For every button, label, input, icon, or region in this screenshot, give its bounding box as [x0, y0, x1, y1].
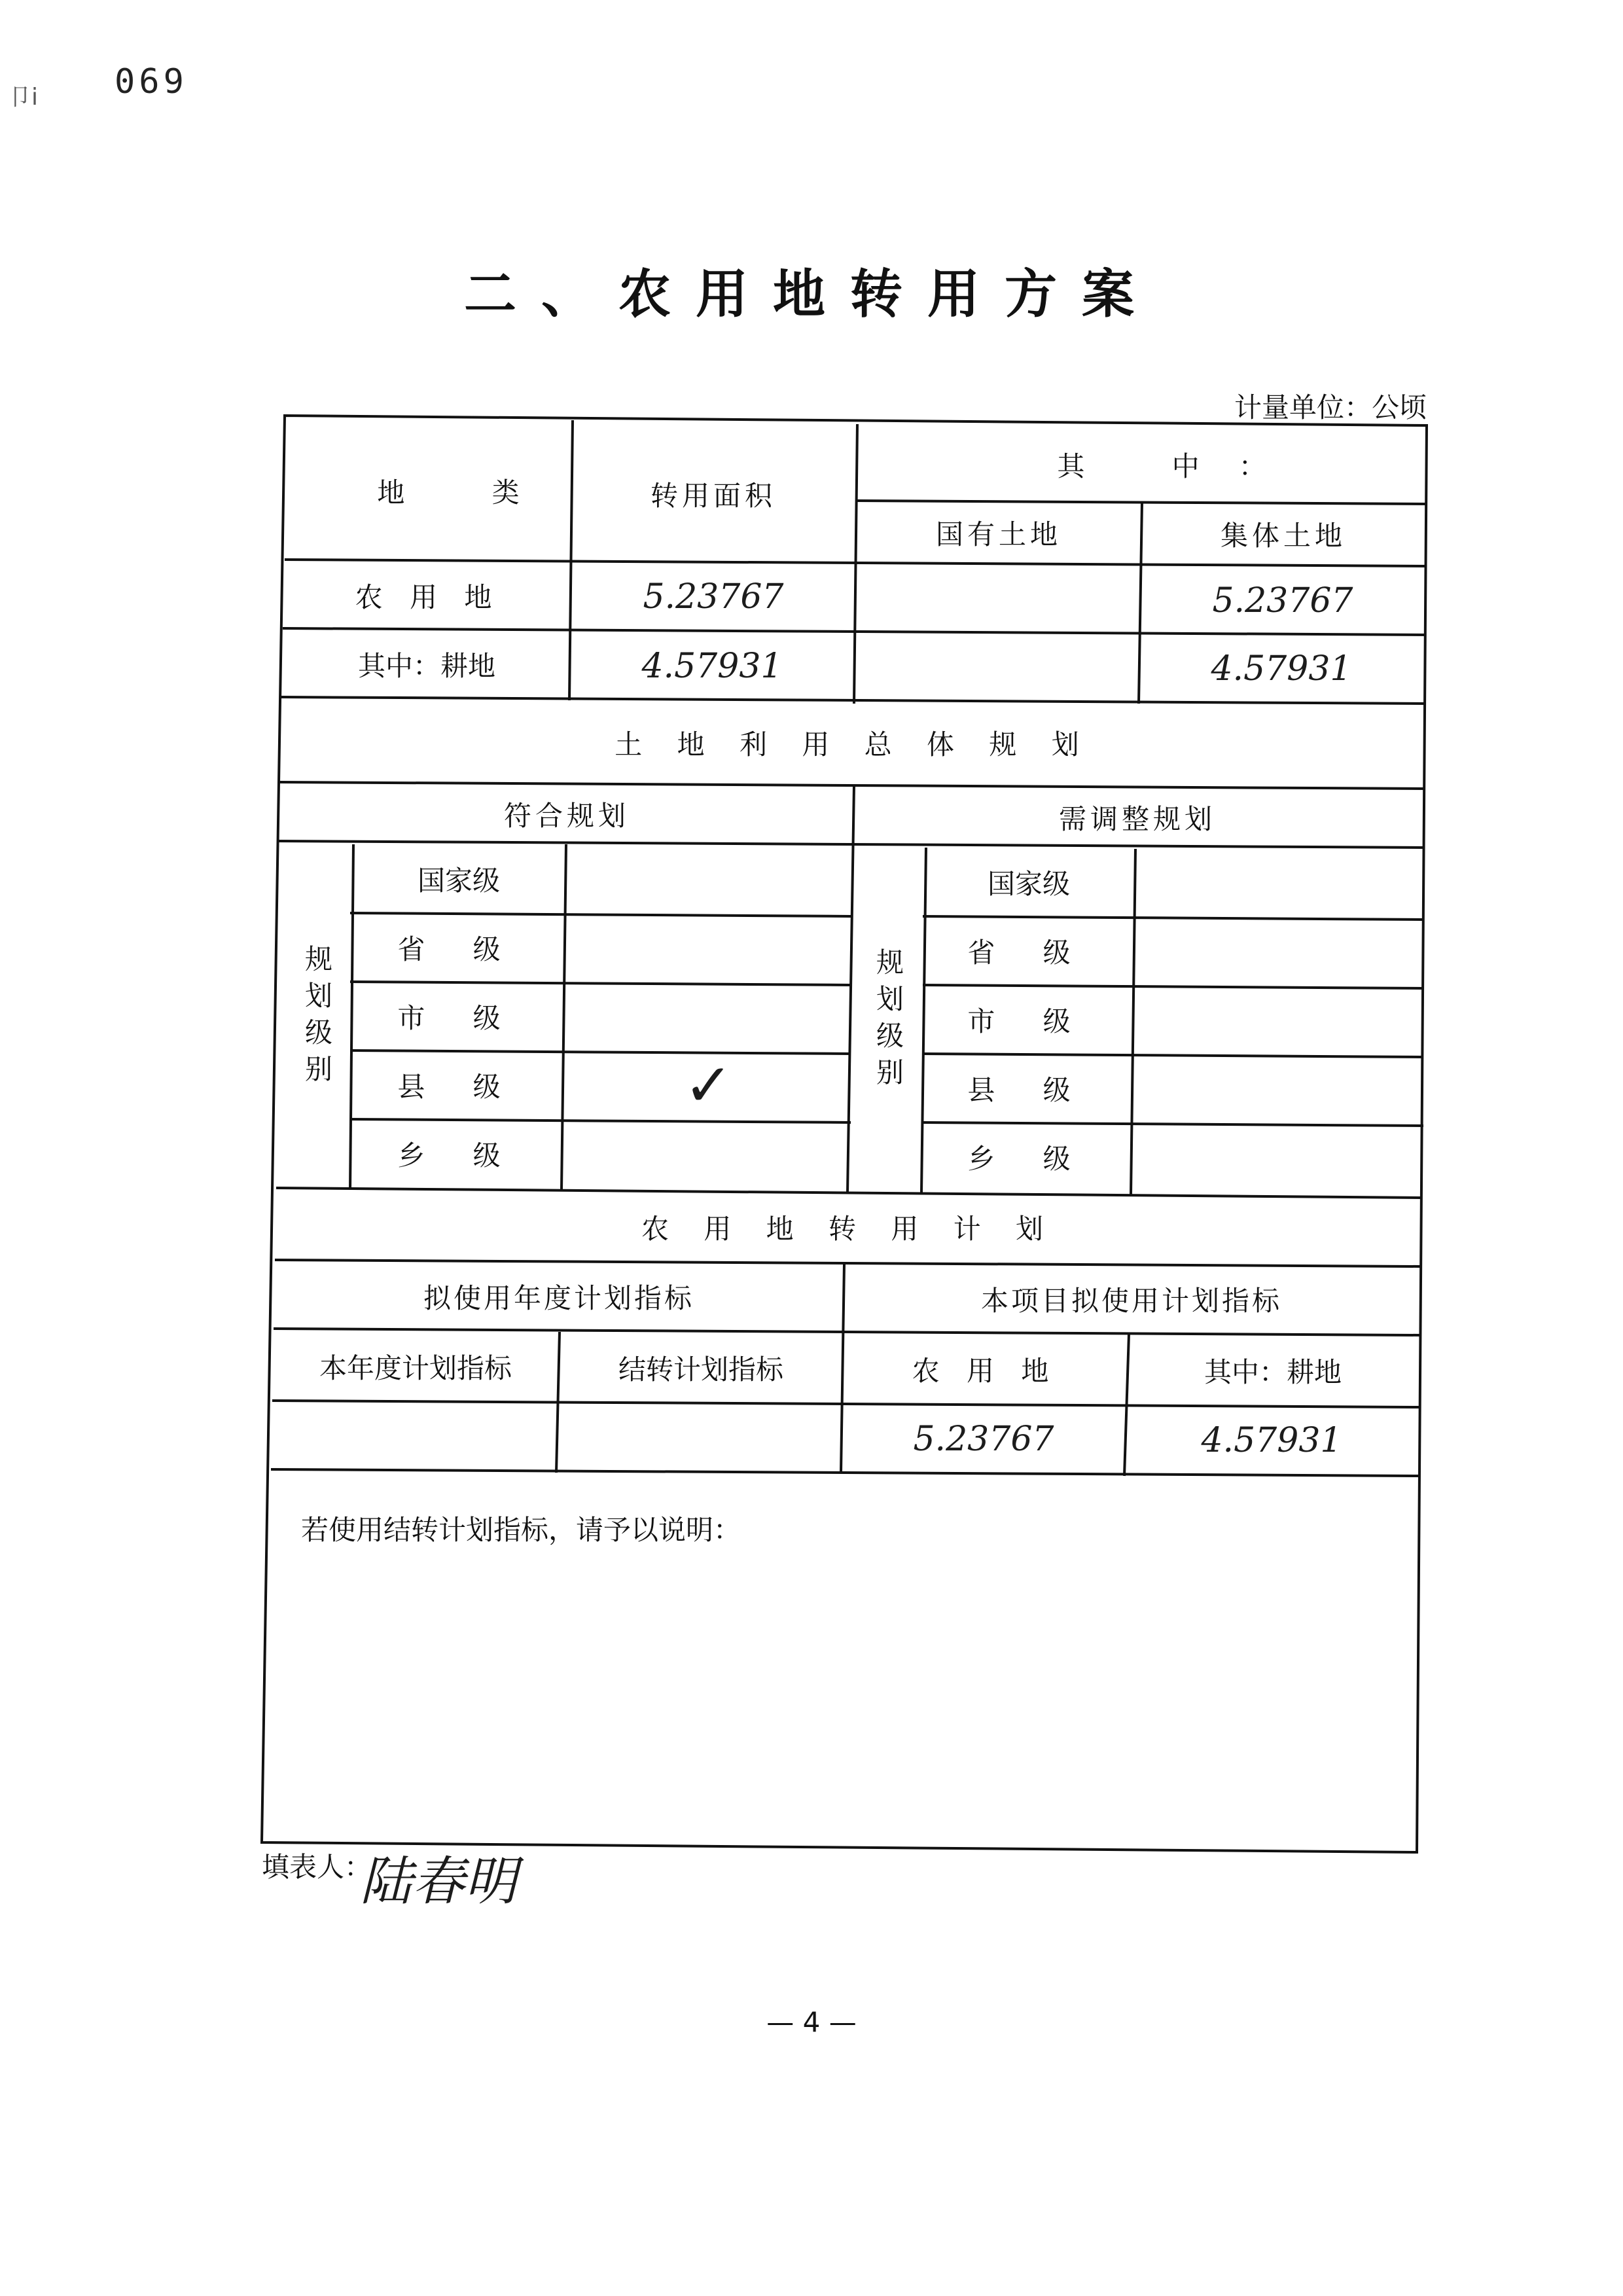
carry-over-header: 结转计划指标 [618, 1353, 783, 1386]
cultivated-header: 其中：耕地 [1204, 1355, 1342, 1388]
carry-over-value [558, 1403, 842, 1472]
conform-level-national: 国家级 [417, 865, 500, 897]
signature: 陆春明 [360, 1851, 517, 1912]
footer-page-number: — 4 — [766, 2006, 857, 2038]
row-farmland-label: 农 用 地 [355, 581, 501, 613]
conform-level-label: 规划级别 [301, 944, 333, 1091]
header-of-which: 其 中： [1057, 450, 1306, 482]
conform-mark-city [566, 983, 851, 1050]
this-year-header: 本年度计划指标 [319, 1352, 512, 1384]
conform-level-provincial: 省 级 [397, 933, 520, 965]
conform-level-county: 县 级 [397, 1071, 520, 1103]
adjust-mark-township [1135, 1124, 1422, 1191]
row-farmland-area: 5.23767 [643, 577, 784, 617]
adjust-mark-provincial [1135, 918, 1422, 984]
adjust-level-city: 市 级 [967, 1005, 1090, 1037]
page-number: 069 [115, 62, 188, 101]
farmland-value: 5.23767 [913, 1419, 1054, 1459]
unit-label: 计量单位：公顷 [1234, 391, 1427, 423]
conversion-plan-title: 农 用 地 转 用 计 划 [641, 1212, 1057, 1245]
adjust-mark-city [1135, 986, 1422, 1053]
plan-conform: 符合规划 [503, 800, 630, 832]
conform-mark-county: ✓ [683, 1050, 734, 1120]
row-cultivated-collective: 4.57931 [1211, 649, 1352, 689]
header-land-type: 地 类 [377, 476, 559, 509]
row-cultivated-label: 其中：耕地 [357, 650, 495, 682]
adjust-mark-national [1135, 849, 1422, 916]
row-cultivated-state [856, 635, 1137, 700]
this-year-value [272, 1402, 556, 1471]
header-collective-land: 集体土地 [1220, 520, 1346, 552]
page-mark: 卩ⅰ [8, 84, 39, 111]
filler-label: 填表人： [262, 1851, 372, 1883]
conform-mark-township [566, 1121, 851, 1187]
annual-indicator-header: 拟使用年度计划指标 [423, 1282, 694, 1314]
page-title: 二、农用地转用方案 [464, 264, 1159, 325]
plan-section-title: 土 地 利 用 总 体 规 划 [615, 728, 1092, 761]
adjust-level-provincial: 省 级 [967, 937, 1090, 969]
farmland-header: 农 用 地 [912, 1354, 1058, 1387]
cultivated-value: 4.57931 [1201, 1420, 1342, 1460]
row-cultivated-area: 4.57931 [641, 647, 783, 686]
conform-level-township: 乡 级 [397, 1139, 520, 1172]
row-farmland-collective: 5.23767 [1212, 581, 1353, 620]
header-state-land: 国有土地 [935, 518, 1061, 550]
adjust-mark-county [1135, 1055, 1422, 1122]
adjust-level-label: 规划级别 [872, 948, 904, 1094]
project-indicator-header: 本项目拟使用计划指标 [980, 1285, 1282, 1317]
adjust-level-national: 国家级 [987, 868, 1070, 900]
adjust-level-county: 县 级 [967, 1074, 1090, 1106]
note-label: 若使用结转计划指标，请予以说明： [301, 1514, 741, 1546]
row-farmland-state [857, 566, 1139, 632]
header-conversion-area: 转用面积 [650, 480, 776, 512]
plan-adjust: 需调整规划 [1058, 803, 1216, 835]
conform-level-city: 市 级 [397, 1002, 520, 1034]
conform-mark-national [566, 846, 851, 912]
conform-mark-provincial [566, 914, 851, 981]
adjust-level-township: 乡 级 [967, 1143, 1090, 1175]
